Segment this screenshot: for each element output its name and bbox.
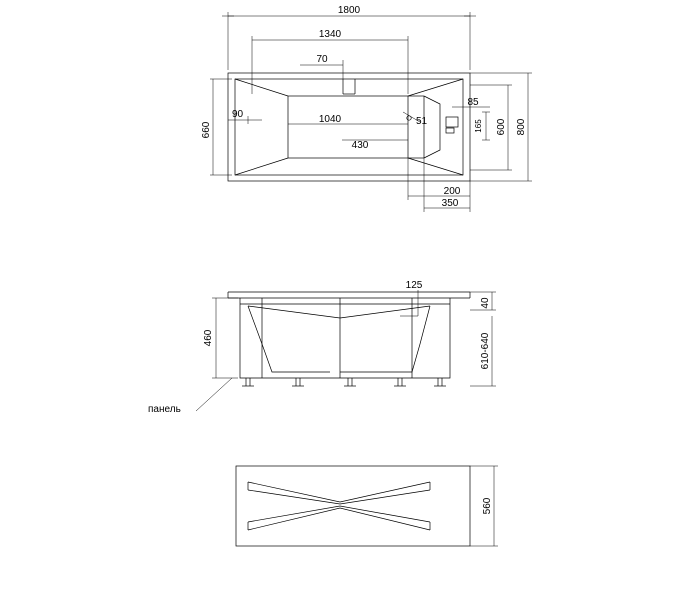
dim-overall-width-left: 800 <box>516 118 527 136</box>
dim-rim-offset: 70 <box>316 54 328 65</box>
dim-top-offset: 125 <box>405 280 423 291</box>
dim-inner-width: 660 <box>201 121 212 139</box>
dim-rim-thickness: 40 <box>480 297 491 309</box>
dim-foot-offset: 200 <box>443 186 461 197</box>
dim-foot-span: 350 <box>441 198 459 209</box>
bottom-view-dimensions <box>470 466 498 546</box>
dim-bowl-length: 1040 <box>318 114 342 125</box>
dim-leg-range: 610-640 <box>480 332 491 370</box>
dim-drain-offset: 85 <box>467 97 479 108</box>
dim-bowl-depth: 430 <box>351 140 369 151</box>
top-view-geometry <box>228 73 470 181</box>
dim-height: 460 <box>203 329 214 347</box>
front-view-geometry <box>228 292 470 386</box>
dim-inner-length: 1340 <box>318 29 342 40</box>
dim-overall-width-right: 600 <box>496 118 507 136</box>
front-view-dimensions <box>203 280 496 386</box>
dim-bottom-width: 560 <box>482 497 493 515</box>
dim-angle: 51 <box>416 116 428 127</box>
bottom-view-geometry <box>236 466 470 546</box>
panel-leader <box>196 378 232 411</box>
dim-side-offset: 90 <box>232 109 244 120</box>
dim-overall-length: 1800 <box>337 5 361 16</box>
dim-drain-width: 165 <box>474 119 483 133</box>
panel-label: панель <box>148 404 181 415</box>
